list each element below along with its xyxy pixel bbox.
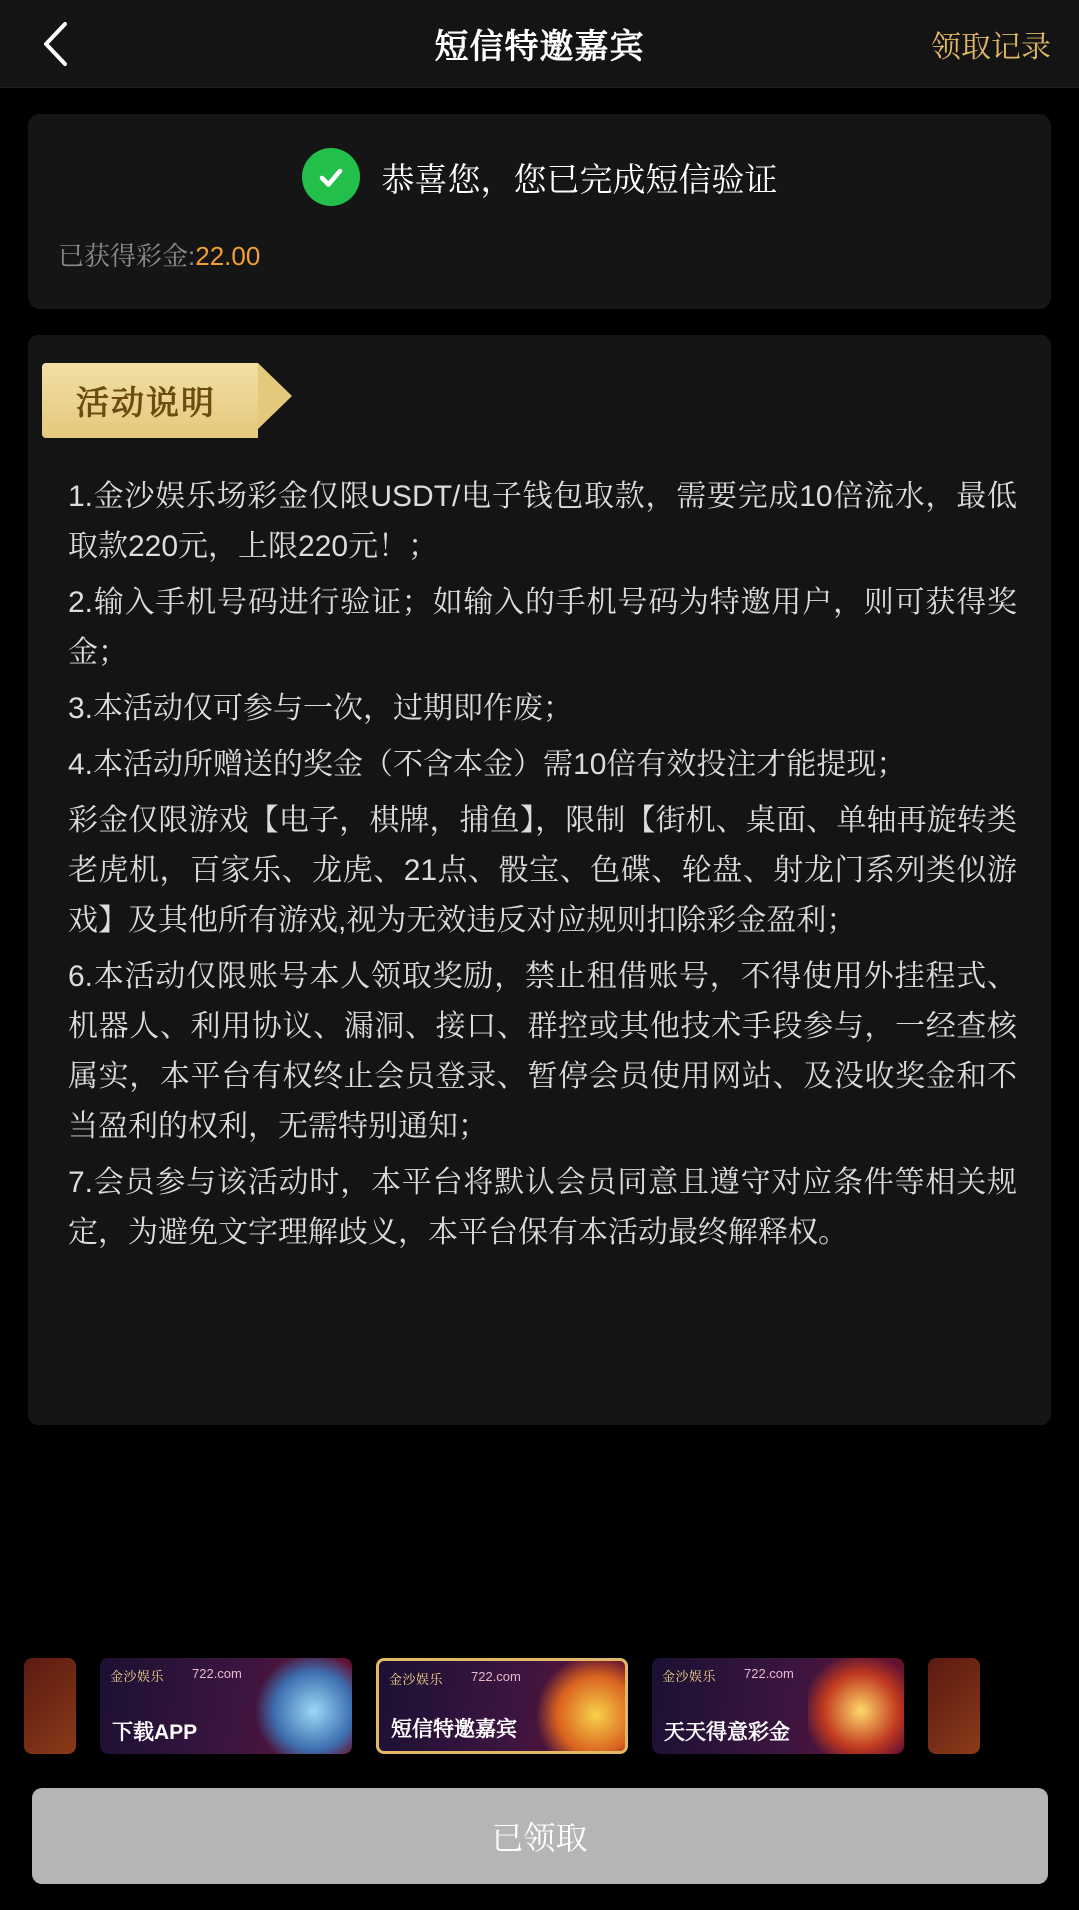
rule-item: 1.金沙娱乐场彩金仅限USDT/电子钱包取款，需要完成10倍流水，最低取款220元，上限220元！； [68, 480, 1017, 563]
promo-banner-strip[interactable] [0, 1658, 1079, 1762]
bonus-line [58, 236, 1021, 273]
banner-domain-label: 722.com [192, 1666, 242, 1681]
status-row [58, 148, 1021, 206]
status-message: 恭喜您，您已完成短信验证 [381, 160, 778, 198]
banner-title: 天天得意彩金 [664, 1721, 790, 1744]
bottom-action-bar [0, 1762, 1079, 1910]
banner-title: 下载APP [112, 1721, 198, 1744]
claim-button[interactable]: 已领取 [32, 1788, 1048, 1884]
rules-section [28, 335, 1051, 1425]
bonus-value: 22.00 [195, 241, 261, 271]
verification-status-card [28, 114, 1051, 309]
claim-records-link[interactable]: 领取记录 [931, 30, 1051, 64]
rules-ribbon-wrap [28, 335, 1051, 438]
check-circle-icon [302, 148, 360, 206]
banner-domain-label: 722.com [744, 1666, 794, 1681]
rule-item: 4.本活动所赠送的奖金（不含本金）需10倍有效投注才能提现； [68, 748, 907, 781]
promo-banner-item[interactable] [928, 1658, 980, 1754]
rules-title-ribbon: 活动说明 [42, 363, 258, 438]
back-button[interactable] [28, 17, 82, 71]
banner-brand-label: 金沙娱乐 [110, 1669, 165, 1684]
promo-banner-item[interactable] [24, 1658, 76, 1754]
banner-title: 短信特邀嘉宾 [391, 1718, 517, 1741]
banner-domain-label: 722.com [471, 1669, 521, 1684]
promo-banner-item-selected[interactable] [376, 1658, 628, 1754]
rule-item: 3.本活动仅可参与一次，过期即作废； [68, 692, 574, 725]
rules-body [28, 438, 1051, 1258]
banner-artwork [256, 1658, 352, 1754]
page-title: 短信特邀嘉宾 [434, 28, 645, 66]
promo-banner-item[interactable] [100, 1658, 352, 1754]
promo-banner-item[interactable] [652, 1658, 904, 1754]
banner-artwork [529, 1661, 625, 1751]
bonus-label: 已获得彩金: [58, 241, 196, 271]
rule-item: 彩金仅限游戏【电子，棋牌，捕鱼】，限制【街机、桌面、单轴再旋转类老虎机，百家乐、龙虎、21点、骰宝、色碟、轮盘、射龙门系列类似游戏】及其他所有游戏,视为无效违反对应规则扣除彩金盈利； [68, 804, 1017, 937]
page-header [0, 0, 1079, 88]
rule-item: 2.输入手机号码进行验证；如输入的手机号码为特邀用户，则可获得奖金； [68, 586, 1017, 669]
banner-artwork [808, 1658, 904, 1754]
banner-brand-label: 金沙娱乐 [662, 1669, 717, 1684]
rule-item: 7.会员参与该活动时，本平台将默认会员同意且遵守对应条件等相关规定，为避免文字理解歧义，本平台保有本活动最终解释权。 [68, 1166, 1017, 1249]
rule-item: 6.本活动仅限账号本人领取奖励，禁止租借账号，不得使用外挂程式、机器人、利用协议、漏洞、接口、群控或其他技术手段参与，一经查核属实，本平台有权终止会员登录、暂停会员使用网站、及没收奖金和不当盈利的权利，无需特别通知； [68, 960, 1017, 1143]
chevron-left-icon [41, 21, 69, 67]
banner-brand-label: 金沙娱乐 [389, 1672, 444, 1687]
